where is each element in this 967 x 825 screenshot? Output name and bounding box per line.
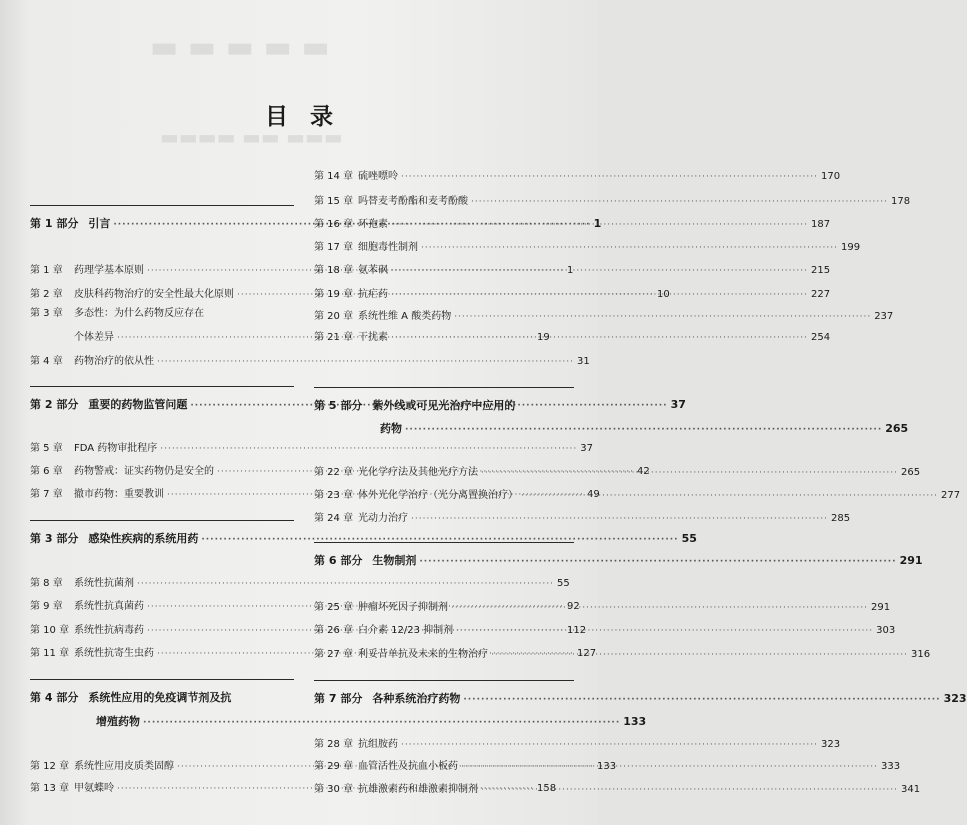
entry-number: 第 15 章 [314,196,354,207]
entry-title: 感染性疾病的系统用药 [88,532,199,545]
leader-dots [391,266,808,276]
entry-title: 硫唑嘌呤 [358,171,398,182]
part-divider-line [314,542,574,543]
entry-number: 第 17 章 [314,242,354,253]
entry-title: 药物警戒：证实药物仍是安全的 [74,466,214,477]
entry-title: 甲氨蝶呤 [74,783,114,794]
entry-title: 个体差异 [74,332,114,343]
entry-number: 第 29 章 [314,761,354,772]
entry-number: 第 14 章 [314,171,354,182]
entry-number: 第 27 章 [314,649,354,660]
entry-title: 系统性抗寄生虫药 [74,648,154,659]
leader-dots [461,762,878,772]
page-number: 237 [874,311,894,322]
entry-number: 第 7 章 [30,489,63,500]
entry-number: 第 12 章 [30,761,70,772]
leader-dots [411,514,828,524]
entry-number: 第 30 章 [314,784,354,795]
entry-number: 第 2 章 [30,289,63,300]
part-divider-line [30,520,294,521]
entry-number: 第 21 章 [314,332,354,343]
entry-title: 系统性抗真菌药 [74,601,144,612]
entry-number: 第 23 章 [314,490,354,501]
toc-chapter-entry [314,215,831,230]
entry-number: 第 28 章 [314,739,354,750]
toc-chapter-entry [314,598,891,613]
toc-part-entry [314,552,923,568]
entry-title: 系统性维 A 酸类药物 [358,311,452,322]
toc-chapter-entry [30,574,570,589]
part-divider-line [30,205,294,206]
page-number: 187 [810,219,831,230]
entry-number: 第 1 部分 [30,217,79,230]
entry-title: 白介素 12/23 抑制剂 [358,625,454,636]
leader-dots [454,312,871,322]
leader-dots [391,290,808,300]
page-number: 158 [536,783,557,794]
part-divider-line [30,386,294,387]
entry-title: 抗雄激素药和雄激素抑制剂 [358,784,478,795]
leader-dots [401,172,818,182]
toc-chapter-entry [314,780,921,795]
page-number: 333 [880,761,901,772]
entry-number: 第 8 章 [30,578,63,589]
toc-chapter-entry [30,439,594,454]
entry-title: 药理学基本原则 [74,265,144,276]
entry-number: 第 13 章 [30,783,70,794]
page-number: 92 [566,601,580,612]
part-divider-line [314,680,574,681]
entry-number: 第 2 部分 [30,398,79,411]
page-number: 199 [840,242,861,253]
entry-title: 各种系统治疗药物 [372,692,461,705]
entry-title: 引言 [88,217,111,230]
page-number: 291 [870,602,891,613]
entry-number: 第 24 章 [314,513,354,524]
page-number: 341 [900,784,921,795]
entry-title: 多态性：为什么药物反应存在 [74,308,204,319]
leader-dots [463,695,940,705]
toc-chapter-entry [314,328,831,343]
entry-title: 撤市药物：重要教训 [74,489,164,500]
toc-chapter-entry [30,352,590,367]
part-divider-line [30,679,294,680]
entry-title: 系统性应用的免疫调节剂及抗 [88,691,232,704]
bleed-through-text: ▬▬▬▬ ▬▬ ▬▬▬ [160,125,343,149]
entry-title: 药物 [380,422,402,435]
entry-number: 第 22 章 [314,467,354,478]
page-number: 277 [940,490,961,501]
toc-part-entry [314,690,967,706]
page-number: 19 [536,332,550,343]
entry-number: 第 4 部分 [30,691,79,704]
page-number: 133 [623,715,647,728]
toc-part-entry [30,530,697,546]
page-number: 127 [576,648,597,659]
leader-dots [401,740,818,750]
entry-title: 干扰素 [358,332,388,343]
page-number: 49 [586,489,600,500]
entry-number: 第 4 章 [30,356,63,367]
page-number: 227 [810,289,831,300]
leader-dots [481,785,898,795]
entry-title: 细胞毒性制剂 [358,242,418,253]
entry-title: 光动力治疗 [358,513,408,524]
toc-continuation-entry [314,420,909,436]
entry-number: 第 11 章 [30,648,70,659]
page-number: 323 [820,739,841,750]
entry-title: 环孢素 [358,219,388,230]
leader-dots [481,468,898,478]
page-number: 1 [566,265,574,276]
page-number: 55 [556,578,570,589]
leader-dots [491,650,908,660]
entry-number: 第 1 章 [30,265,63,276]
page-number: 215 [810,265,831,276]
entry-title: 皮肤科药物治疗的安全性最大化原则 [74,289,234,300]
entry-title: 氨苯砜 [358,265,388,276]
entry-title: 体外光化学治疗（光分离置换治疗） [358,490,518,501]
entry-number: 第 20 章 [314,311,354,322]
page-number: 178 [890,196,911,207]
entry-number: 第 3 部分 [30,532,79,545]
toc-chapter-entry [314,261,831,276]
page-number: 31 [576,356,590,367]
leader-dots [421,243,838,253]
toc-part-entry [30,689,294,705]
page-number: 133 [596,761,617,772]
toc-chapter-entry [314,307,894,322]
entry-title: 药物治疗的依从性 [74,356,154,367]
leader-dots [405,425,882,435]
entry-title: FDA 药物审批程序 [74,443,158,454]
entry-number: 第 5 章 [30,443,63,454]
entry-number: 第 3 章 [30,308,63,319]
toc-chapter-entry [314,167,841,182]
toc-chapter-entry [30,304,294,319]
entry-title: 重要的药物监管问题 [88,398,188,411]
entry-title: 系统性抗菌剂 [74,578,134,589]
entry-title: 抗组胺药 [358,739,398,750]
leader-dots [419,557,896,567]
page-number: 285 [830,513,851,524]
leader-dots [391,220,808,230]
toc-chapter-entry [314,735,841,750]
toc-chapter-entry [314,192,911,207]
page-number: 10 [656,289,670,300]
leader-dots [391,333,808,343]
part-divider-line [314,387,574,388]
page-number: 55 [681,532,697,545]
page-number: 37 [580,443,594,454]
toc-chapter-entry [314,509,851,524]
page-number: 37 [670,398,686,411]
entry-title: 紫外线或可见光治疗中应用的 [372,399,516,412]
entry-number: 第 10 章 [30,625,70,636]
page-number: 323 [943,692,967,705]
toc-continuation-entry [30,713,647,729]
entry-number: 第 7 部分 [314,692,363,705]
entry-number: 第 18 章 [314,265,354,276]
page-number: 42 [636,466,650,477]
entry-title: 生物制剂 [372,554,417,567]
page-number: 170 [820,171,841,182]
entry-number: 第 26 章 [314,625,354,636]
entry-title: 肿瘤坏死因子抑制剂 [358,602,448,613]
leader-dots [471,197,888,207]
entry-number: 第 9 章 [30,601,63,612]
page-number: 112 [566,625,587,636]
entry-title: 抗疟药 [358,289,388,300]
entry-number: 第 25 章 [314,602,354,613]
entry-number: 第 19 章 [314,289,354,300]
toc-chapter-entry [314,238,861,253]
leader-dots [451,603,868,613]
leader-dots [456,626,873,636]
page-number: 265 [885,422,909,435]
entry-title: 光化学疗法及其他光疗方法 [358,467,478,478]
leader-dots [521,491,938,501]
page-number: 1 [593,217,602,230]
entry-number: 第 5 部分 [314,399,363,412]
entry-title: 系统性抗病毒药 [74,625,144,636]
page-title: 目录 [265,103,355,130]
entry-number: 第 16 章 [314,219,354,230]
entry-title: 血管活性及抗血小板药 [358,761,458,772]
page-number: 254 [810,332,831,343]
toc-part-entry [314,397,574,413]
bleed-through-text: ▬ ▬ ▬ ▬ ▬ [150,30,330,65]
page-number: 291 [899,554,923,567]
page-number: 265 [900,467,921,478]
entry-title: 吗替麦考酚酯和麦考酚酸 [358,196,468,207]
entry-title: 系统性应用皮质类固醇 [74,761,174,772]
entry-number: 第 6 部分 [314,554,363,567]
entry-number: 第 6 章 [30,466,63,477]
page-number: 316 [910,649,931,660]
entry-title: 增殖药物 [96,715,140,728]
page-number: 303 [876,625,896,636]
entry-title: 利妥昔单抗及未来的生物治疗 [358,649,488,660]
